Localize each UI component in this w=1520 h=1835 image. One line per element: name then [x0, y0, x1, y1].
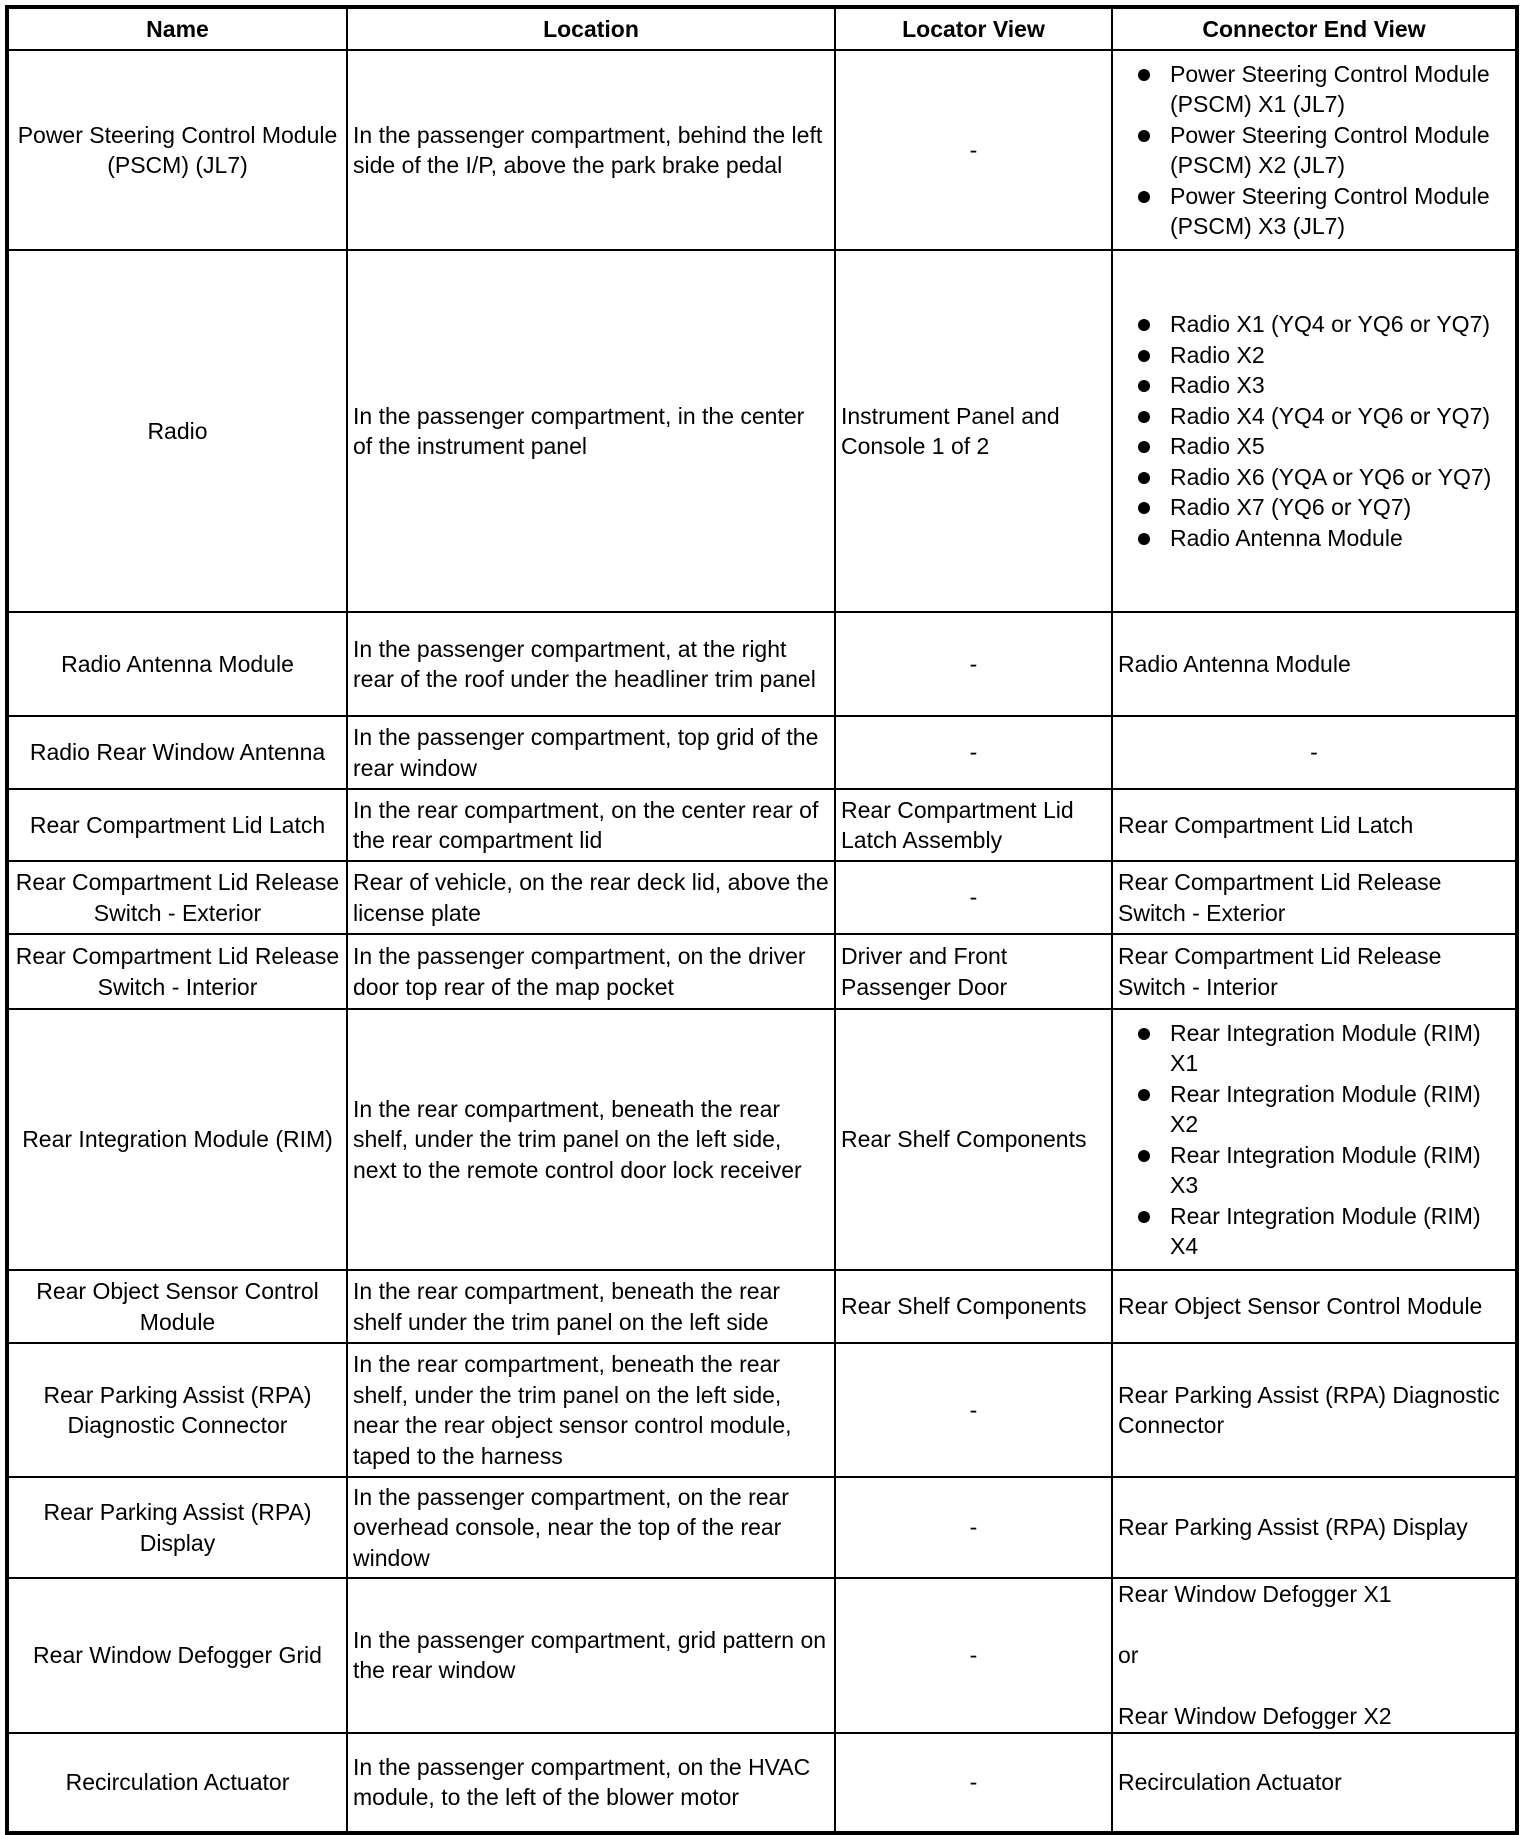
cell-name: Rear Object Sensor Control Module — [7, 1270, 347, 1343]
cell-locator-view: - — [835, 861, 1112, 934]
cell-locator-view: - — [835, 1578, 1112, 1733]
cell-locator-view: - — [835, 1343, 1112, 1477]
connector-list-item: Rear Integration Module (RIM) X2 — [1132, 1079, 1510, 1140]
cell-locator-view: Driver and Front Passenger Door — [835, 934, 1112, 1009]
cell-name: Recirculation Actuator — [7, 1733, 347, 1833]
cell-locator-view: - — [835, 50, 1112, 250]
cell-location: In the passenger compartment, grid pattern on the rear window — [347, 1578, 835, 1733]
cell-name: Rear Parking Assist (RPA) Display — [7, 1477, 347, 1578]
connector-list-item: Rear Integration Module (RIM) X4 — [1132, 1201, 1510, 1262]
table-row — [7, 612, 1517, 716]
cell-connector-end-view: Rear Parking Assist (RPA) Diagnostic Connector — [1112, 1343, 1517, 1477]
cell-connector-end-view: Recirculation Actuator — [1112, 1733, 1517, 1833]
table-row — [7, 1477, 1517, 1578]
cell-connector-end-view: Rear Object Sensor Control Module — [1112, 1270, 1517, 1343]
cell-name: Rear Compartment Lid Release Switch - Interior — [7, 934, 347, 1009]
connector-list — [1118, 309, 1510, 553]
table-row — [7, 1343, 1517, 1477]
connector-list-item: Radio X2 — [1132, 340, 1510, 371]
cell-name: Radio Rear Window Antenna — [7, 716, 347, 789]
table-row — [7, 1578, 1517, 1733]
table-row — [7, 1733, 1517, 1833]
connector-paragraph: Rear Window Defogger X2 — [1118, 1703, 1392, 1729]
table-row — [7, 861, 1517, 934]
component-locator-table — [5, 5, 1519, 1835]
cell-name: Rear Window Defogger Grid — [7, 1578, 347, 1733]
connector-list-item: Power Steering Control Module (PSCM) X3 (JL7) — [1132, 181, 1510, 242]
connector-list-item: Radio X3 — [1132, 370, 1510, 401]
connector-paragraph: or — [1118, 1642, 1139, 1668]
header-location: Location — [347, 7, 835, 50]
cell-location: In the rear compartment, beneath the rear shelf under the trim panel on the left side — [347, 1270, 835, 1343]
table-row — [7, 50, 1517, 250]
cell-location: In the passenger compartment, behind the left side of the I/P, above the park brake pedal — [347, 50, 835, 250]
cell-location: In the passenger compartment, on the rear overhead console, near the top of the rear window — [347, 1477, 835, 1578]
cell-name: Rear Compartment Lid Release Switch - Exterior — [7, 861, 347, 934]
cell-location: In the passenger compartment, at the right rear of the roof under the headliner trim panel — [347, 612, 835, 716]
cell-name: Radio — [7, 250, 347, 612]
cell-locator-view: - — [835, 716, 1112, 789]
cell-connector-end-view: Rear Compartment Lid Release Switch - Interior — [1112, 934, 1517, 1009]
connector-list-item: Radio X4 (YQ4 or YQ6 or YQ7) — [1132, 401, 1510, 432]
cell-connector-end-view — [1112, 1009, 1517, 1270]
cell-location: In the passenger compartment, on the driver door top rear of the map pocket — [347, 934, 835, 1009]
cell-location: In the rear compartment, on the center rear of the rear compartment lid — [347, 789, 835, 861]
connector-list-item: Power Steering Control Module (PSCM) X1 (JL7) — [1132, 59, 1510, 120]
header-row — [7, 7, 1517, 50]
connector-paragraph: Rear Window Defogger X1 — [1118, 1581, 1392, 1607]
cell-location: In the passenger compartment, in the center of the instrument panel — [347, 250, 835, 612]
table-row — [7, 789, 1517, 861]
cell-location: In the rear compartment, beneath the rear shelf, under the trim panel on the left side, next to the remote control door lock receiver — [347, 1009, 835, 1270]
cell-location: In the passenger compartment, on the HVAC module, to the left of the blower motor — [347, 1733, 835, 1833]
connector-list-item: Radio X1 (YQ4 or YQ6 or YQ7) — [1132, 309, 1510, 340]
cell-location: Rear of vehicle, on the rear deck lid, above the license plate — [347, 861, 835, 934]
cell-locator-view: Rear Shelf Components — [835, 1009, 1112, 1270]
cell-name: Rear Integration Module (RIM) — [7, 1009, 347, 1270]
header-connector-end-view: Connector End View — [1112, 7, 1517, 50]
cell-locator-view: Rear Shelf Components — [835, 1270, 1112, 1343]
cell-location: In the rear compartment, beneath the rear shelf, under the trim panel on the left side, near the rear object sensor control module, taped to the harness — [347, 1343, 835, 1477]
cell-name: Rear Compartment Lid Latch — [7, 789, 347, 861]
connector-list-item: Radio Antenna Module — [1132, 523, 1510, 554]
cell-locator-view: - — [835, 612, 1112, 716]
table-row — [7, 1009, 1517, 1270]
cell-name: Radio Antenna Module — [7, 612, 347, 716]
table-row — [7, 250, 1517, 612]
table-row — [7, 716, 1517, 789]
spacer — [1118, 1610, 1510, 1641]
cell-connector-end-view: Radio Antenna Module — [1112, 612, 1517, 716]
cell-location: In the passenger compartment, top grid of the rear window — [347, 716, 835, 789]
cell-connector-end-view: Rear Compartment Lid Release Switch - Exterior — [1112, 861, 1517, 934]
cell-name: Rear Parking Assist (RPA) Diagnostic Connector — [7, 1343, 347, 1477]
cell-locator-view: - — [835, 1477, 1112, 1578]
cell-connector-end-view — [1112, 250, 1517, 612]
connector-list — [1118, 1018, 1510, 1262]
cell-connector-end-view — [1112, 1578, 1517, 1733]
connector-list-item: Radio X6 (YQA or YQ6 or YQ7) — [1132, 462, 1510, 493]
cell-locator-view: - — [835, 1733, 1112, 1833]
header-name: Name — [7, 7, 347, 50]
cell-connector-end-view: - — [1112, 716, 1517, 789]
cell-connector-end-view — [1112, 50, 1517, 250]
cell-connector-end-view: Rear Compartment Lid Latch — [1112, 789, 1517, 861]
cell-connector-end-view: Rear Parking Assist (RPA) Display — [1112, 1477, 1517, 1578]
spacer — [1118, 1671, 1510, 1702]
connector-list-item: Power Steering Control Module (PSCM) X2 (JL7) — [1132, 120, 1510, 181]
header-locator-view: Locator View — [835, 7, 1112, 50]
cell-locator-view: Instrument Panel and Console 1 of 2 — [835, 250, 1112, 612]
cell-name: Power Steering Control Module (PSCM) (JL7) — [7, 50, 347, 250]
connector-list-item: Rear Integration Module (RIM) X3 — [1132, 1140, 1510, 1201]
cell-locator-view: Rear Compartment Lid Latch Assembly — [835, 789, 1112, 861]
table-row — [7, 1270, 1517, 1343]
connector-list-item: Radio X7 (YQ6 or YQ7) — [1132, 492, 1510, 523]
table-row — [7, 934, 1517, 1009]
connector-list-item: Rear Integration Module (RIM) X1 — [1132, 1018, 1510, 1079]
connector-list — [1118, 59, 1510, 242]
connector-list-item: Radio X5 — [1132, 431, 1510, 462]
